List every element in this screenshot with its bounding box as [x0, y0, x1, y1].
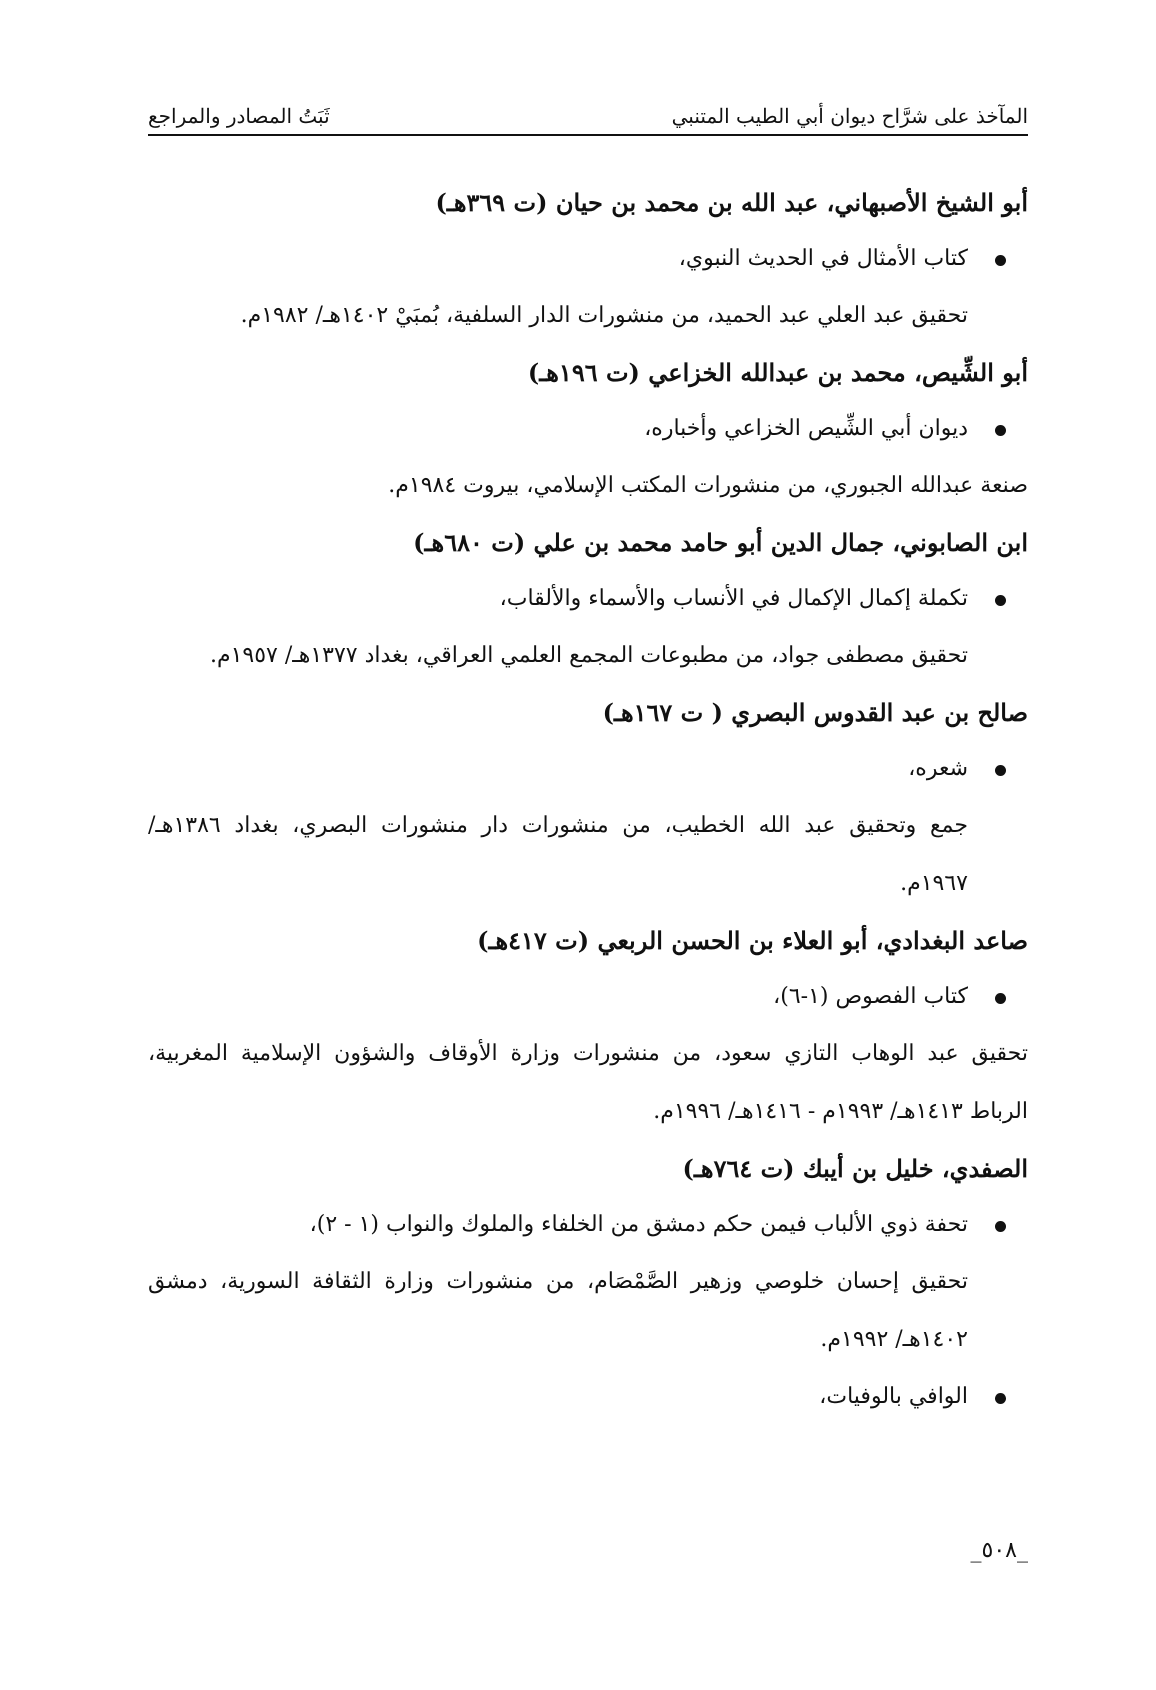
work-title: كتاب الفصوص (١-٦)، [148, 969, 1028, 1025]
page-number: _٥٠٨_ [970, 1538, 1028, 1563]
bullet-icon [995, 255, 1006, 266]
work-title: تحفة ذوي الألباب فيمن حكم دمشق من الخلفاء والملوك والنواب (١ - ٢)، [148, 1197, 1028, 1253]
running-header [148, 88, 1028, 136]
bibliography-entry [148, 685, 1028, 913]
work-detail: تحقيق عبد العلي عبد الحميد، من منشورات الدار السلفية، بُمبَيْ ١٤٠٢هـ/ ١٩٨٢م. [240, 303, 968, 328]
work-title: كتاب الأمثال في الحديث النبوي، [148, 231, 1028, 287]
bibliography-entry [148, 345, 1028, 515]
bullet-icon [995, 425, 1006, 436]
section-title: ثَبَتُ المصادر والمراجع [148, 104, 330, 128]
bullet-icon [995, 765, 1006, 776]
work-detail: جمع وتحقيق عبد الله الخطيب، من منشورات دار منشورات البصري، بغداد ١٣٨٦هـ/ ١٩٦٧م. [148, 813, 968, 896]
work-title: شعره، [148, 741, 1028, 797]
bullet-icon [995, 1221, 1006, 1232]
entry-heading: صالح بن عبد القدوس البصري ( ت ١٦٧هـ) [602, 698, 1028, 727]
entry-heading: ابن الصابوني، جمال الدين أبو حامد محمد بن علي (ت ٦٨٠هـ) [413, 528, 1028, 557]
bibliography-entry [148, 1141, 1028, 1425]
bibliography-entry [148, 913, 1028, 1141]
entry-heading: الصفدي، خليل بن أيبك (ت ٧٦٤هـ) [682, 1154, 1028, 1183]
entry-heading: أبو الشيخ الأصبهاني، عبد الله بن محمد بن حيان (ت ٣٦٩هـ) [435, 188, 1028, 217]
work-detail: صنعة عبدالله الجبوري، من منشورات المكتب الإسلامي، بيروت ١٩٨٤م. [388, 473, 1028, 498]
work-title: تكملة إكمال الإكمال في الأنساب والأسماء والألقاب، [148, 571, 1028, 627]
work-title: الوافي بالوفيات، [148, 1369, 1028, 1425]
work-title: ديوان أبي الشِّيص الخزاعي وأخباره، [148, 401, 1028, 457]
book-title: المآخذ على شرَّاح ديوان أبي الطيب المتنبي [671, 104, 1028, 128]
bullet-icon [995, 595, 1006, 606]
work-detail: تحقيق مصطفى جواد، من مطبوعات المجمع العلمي العراقي، بغداد ١٣٧٧هـ/ ١٩٥٧م. [209, 643, 968, 668]
bullet-icon [995, 1393, 1006, 1404]
entry-heading: أبو الشِّيص، محمد بن عبدالله الخزاعي (ت ١٩٦هـ) [527, 358, 1028, 387]
work-detail: تحقيق عبد الوهاب التازي سعود، من منشورات وزارة الأوقاف والشؤون الإسلامية المغربية، الرباط ١٤١٣هـ/ ١٩٩٣م - ١٤١٦هـ/ ١٩٩٦م. [148, 1041, 1028, 1124]
bullet-icon [995, 993, 1006, 1004]
bibliography-entry [148, 175, 1028, 345]
entry-heading: صاعد البغدادي، أبو العلاء بن الحسن الربعي (ت ٤١٧هـ) [477, 926, 1028, 955]
bibliography-entry [148, 515, 1028, 685]
work-detail: تحقيق إحسان خلوصي وزهير الصَّمْصَام، من منشورات وزارة الثقافة السورية، دمشق ١٤٠٢هـ/ ١٩٩٢م. [148, 1269, 968, 1352]
bibliography-list [148, 175, 1028, 1425]
